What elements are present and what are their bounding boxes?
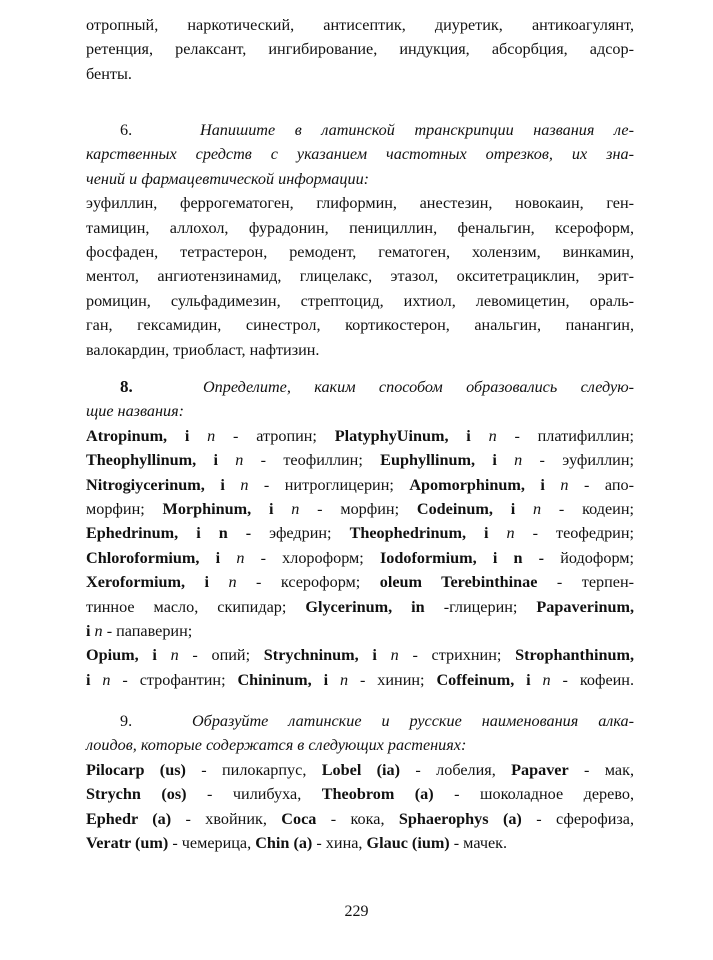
translation: - теофиллин; — [243, 451, 381, 470]
task-heading-line — [86, 118, 634, 142]
term-line — [86, 570, 634, 594]
task-text: Определите, каким способом образовались следую- — [202, 378, 635, 396]
task-number: 8. — [120, 377, 133, 396]
translation: - эуфиллин; — [522, 451, 634, 470]
term-line — [86, 831, 634, 855]
translation: -глицерин; — [424, 597, 537, 616]
latin-term: Strophanthinum, — [515, 646, 634, 665]
translation: - чемерица, — [168, 834, 256, 853]
latin-term: Chloroformium, i — [86, 548, 221, 567]
latin-term: Iodoformium, i n - — [379, 548, 545, 567]
latin-term: Strychninum, i — [263, 646, 377, 665]
text-line: ромицин, сульфадимезин, стрептоцид, ихтиол, левомицетин, ораль- — [86, 291, 634, 310]
latin-term: Sphaerophys (a) — [398, 809, 522, 828]
translation: - хлороформ; — [244, 548, 380, 567]
gender-mark: n — [560, 475, 569, 494]
latin-term: Euphyllinum, i — [380, 451, 497, 470]
translation: - кока, — [316, 809, 399, 828]
translation: - морфин; — [299, 500, 417, 519]
latin-term: Ephedrinum, i n - — [86, 524, 252, 543]
translation: - платифиллин; — [496, 426, 634, 445]
text-line: эуфиллин, феррогематоген, глиформин, анестезин, новокаин, ген- — [86, 194, 634, 213]
latin-term: Theophyllinum, i — [86, 451, 218, 470]
translation: - шоколадное дерево, — [433, 785, 635, 804]
gender-mark: n — [514, 451, 523, 470]
gender-mark: n — [542, 670, 551, 689]
translation: - хина, — [312, 834, 367, 853]
translation: - хвойник, — [171, 809, 282, 828]
gender-mark: n — [235, 451, 244, 470]
latin-term: Nitrogiycerinum, i — [86, 475, 225, 494]
page-number: 229 — [344, 903, 369, 920]
latin-term: Atropinum, i — [86, 426, 190, 445]
gender-mark: n — [236, 548, 245, 567]
latin-term: Chin (a) — [255, 834, 313, 853]
translation: - стрихнин; — [398, 646, 516, 665]
translation: - кофеин. — [550, 670, 635, 689]
intro-paragraph — [86, 13, 634, 86]
task-heading-line: лоидов, которые содержатся в следующих растениях: — [86, 736, 467, 755]
gender-mark: n — [207, 426, 216, 445]
gender-mark: n — [533, 500, 542, 519]
translation: - теофедрин; — [514, 524, 634, 543]
task-heading-line: щие названия: — [86, 402, 185, 421]
gender-mark: n — [102, 670, 111, 689]
translation: - мачек. — [449, 834, 508, 853]
task-6 — [86, 118, 634, 362]
translation: - атропин; — [215, 426, 335, 445]
latin-term: Pilocarp (us) — [86, 760, 186, 779]
translation: - апо- — [568, 475, 634, 494]
task-number: 6. — [120, 121, 133, 139]
translation: - нитроглицерин; — [248, 475, 410, 494]
task-heading-line — [86, 709, 634, 733]
term-line — [86, 521, 634, 545]
task-heading-line — [86, 375, 634, 399]
text-line: ган, гексамидин, синестрол, кортикостерон, анальгин, панангин, — [86, 316, 634, 335]
translation: - терпен- — [537, 573, 635, 592]
task-text: Образуйте латинские и русские наименования алка- — [191, 712, 634, 730]
term-line — [86, 758, 634, 782]
gender-mark: n — [94, 622, 103, 641]
gender-mark: n — [390, 646, 399, 665]
latin-term: Lobel (ia) — [321, 760, 401, 779]
latin-term: Theobrom (a) — [321, 785, 434, 804]
latin-term: Glycerinum, in — [305, 597, 425, 616]
translation: - лобелия, — [400, 760, 512, 779]
latin-term: i — [86, 622, 91, 641]
latin-term: Glauc (ium) — [366, 834, 450, 853]
text-line: ментол, ангиотензинамид, глицелакс, этазол, окситетрациклин, эрит- — [86, 267, 634, 286]
translation: - пилокарпус, — [185, 760, 322, 779]
term-line — [86, 668, 634, 692]
text-line: бенты. — [86, 64, 132, 83]
latin-term: PlatyphyUinum, i — [334, 426, 471, 445]
translation: - мак, — [568, 760, 635, 779]
gender-mark: n — [291, 500, 300, 519]
translation: - чилибуха, — [186, 785, 322, 804]
translation: - строфантин; — [110, 670, 238, 689]
latin-term: Morphinum, i — [162, 500, 274, 519]
term-line — [86, 448, 634, 472]
latin-term: Papaver — [511, 760, 569, 779]
latin-term: Strychn (os) — [86, 785, 187, 804]
translation: - папаверин; — [102, 622, 193, 641]
term-line — [86, 782, 634, 806]
gender-mark: n — [488, 426, 497, 445]
task-heading-line: чений и фармацевтической информации: — [86, 169, 370, 188]
latin-term: Papaverinum, — [536, 597, 634, 616]
text-line: фосфаден, тетрастерон, ремодент, гематоген, холензим, винкамин, — [86, 243, 634, 262]
latin-term: Coffeinum, i — [436, 670, 531, 689]
latin-term: Codeinum, i — [416, 500, 516, 519]
gender-mark: n — [240, 475, 249, 494]
term-line — [86, 546, 634, 570]
latin-term: Apomorphinum, i — [409, 475, 545, 494]
task-8 — [86, 375, 634, 692]
task-text: Напишите в латинской транскрипции названия ле- — [200, 121, 634, 139]
term-line — [86, 424, 634, 448]
latin-term: Chininum, i — [237, 670, 329, 689]
term-line — [86, 643, 634, 667]
term-line — [86, 595, 634, 619]
translation: йодоформ; — [544, 548, 635, 567]
gender-mark: n — [340, 670, 349, 689]
translation: морфин; — [86, 500, 163, 519]
translation: эфедрин; — [251, 524, 350, 543]
term-line — [86, 473, 634, 497]
gender-mark: n — [506, 524, 515, 543]
translation: тинное масло, скипидар; — [86, 597, 306, 616]
task-number: 9. — [120, 712, 133, 730]
translation: - ксероформ; — [236, 573, 380, 592]
text-line: тамицин, аллохол, фурадонин, пенициллин, фенальгин, ксероформ, — [86, 218, 634, 237]
translation: - кодеин; — [541, 500, 635, 519]
term-line — [86, 619, 634, 643]
task-heading-line: карственных средств с указанием частотных отрезков, их зна- — [86, 145, 634, 164]
latin-term: oleum Terebinthinae — [379, 573, 538, 592]
gender-mark: n — [170, 646, 179, 665]
gender-mark: n — [228, 573, 237, 592]
term-line — [86, 807, 634, 831]
latin-term: Xeroformium, i — [86, 573, 210, 592]
text-line: валокардин, триобласт, нафтизин. — [86, 340, 320, 359]
latin-term: Opium, i — [86, 646, 157, 665]
term-line — [86, 497, 634, 521]
latin-term: Theophedrinum, i — [349, 524, 489, 543]
translation: - опий; — [178, 646, 264, 665]
latin-term: Coca — [281, 809, 317, 828]
text-line: ретенция, релаксант, ингибирование, индукция, абсорбция, адсор- — [86, 40, 634, 59]
translation: - сферофиза, — [521, 809, 634, 828]
latin-term: i — [86, 670, 91, 689]
latin-term: Ephedr (a) — [86, 809, 172, 828]
translation: - хинин; — [348, 670, 437, 689]
task-9 — [86, 709, 634, 855]
text-line: отропный, наркотический, антисептик, диуретик, антикоагулянт, — [86, 16, 634, 34]
latin-term: Veratr (um) — [86, 834, 169, 853]
